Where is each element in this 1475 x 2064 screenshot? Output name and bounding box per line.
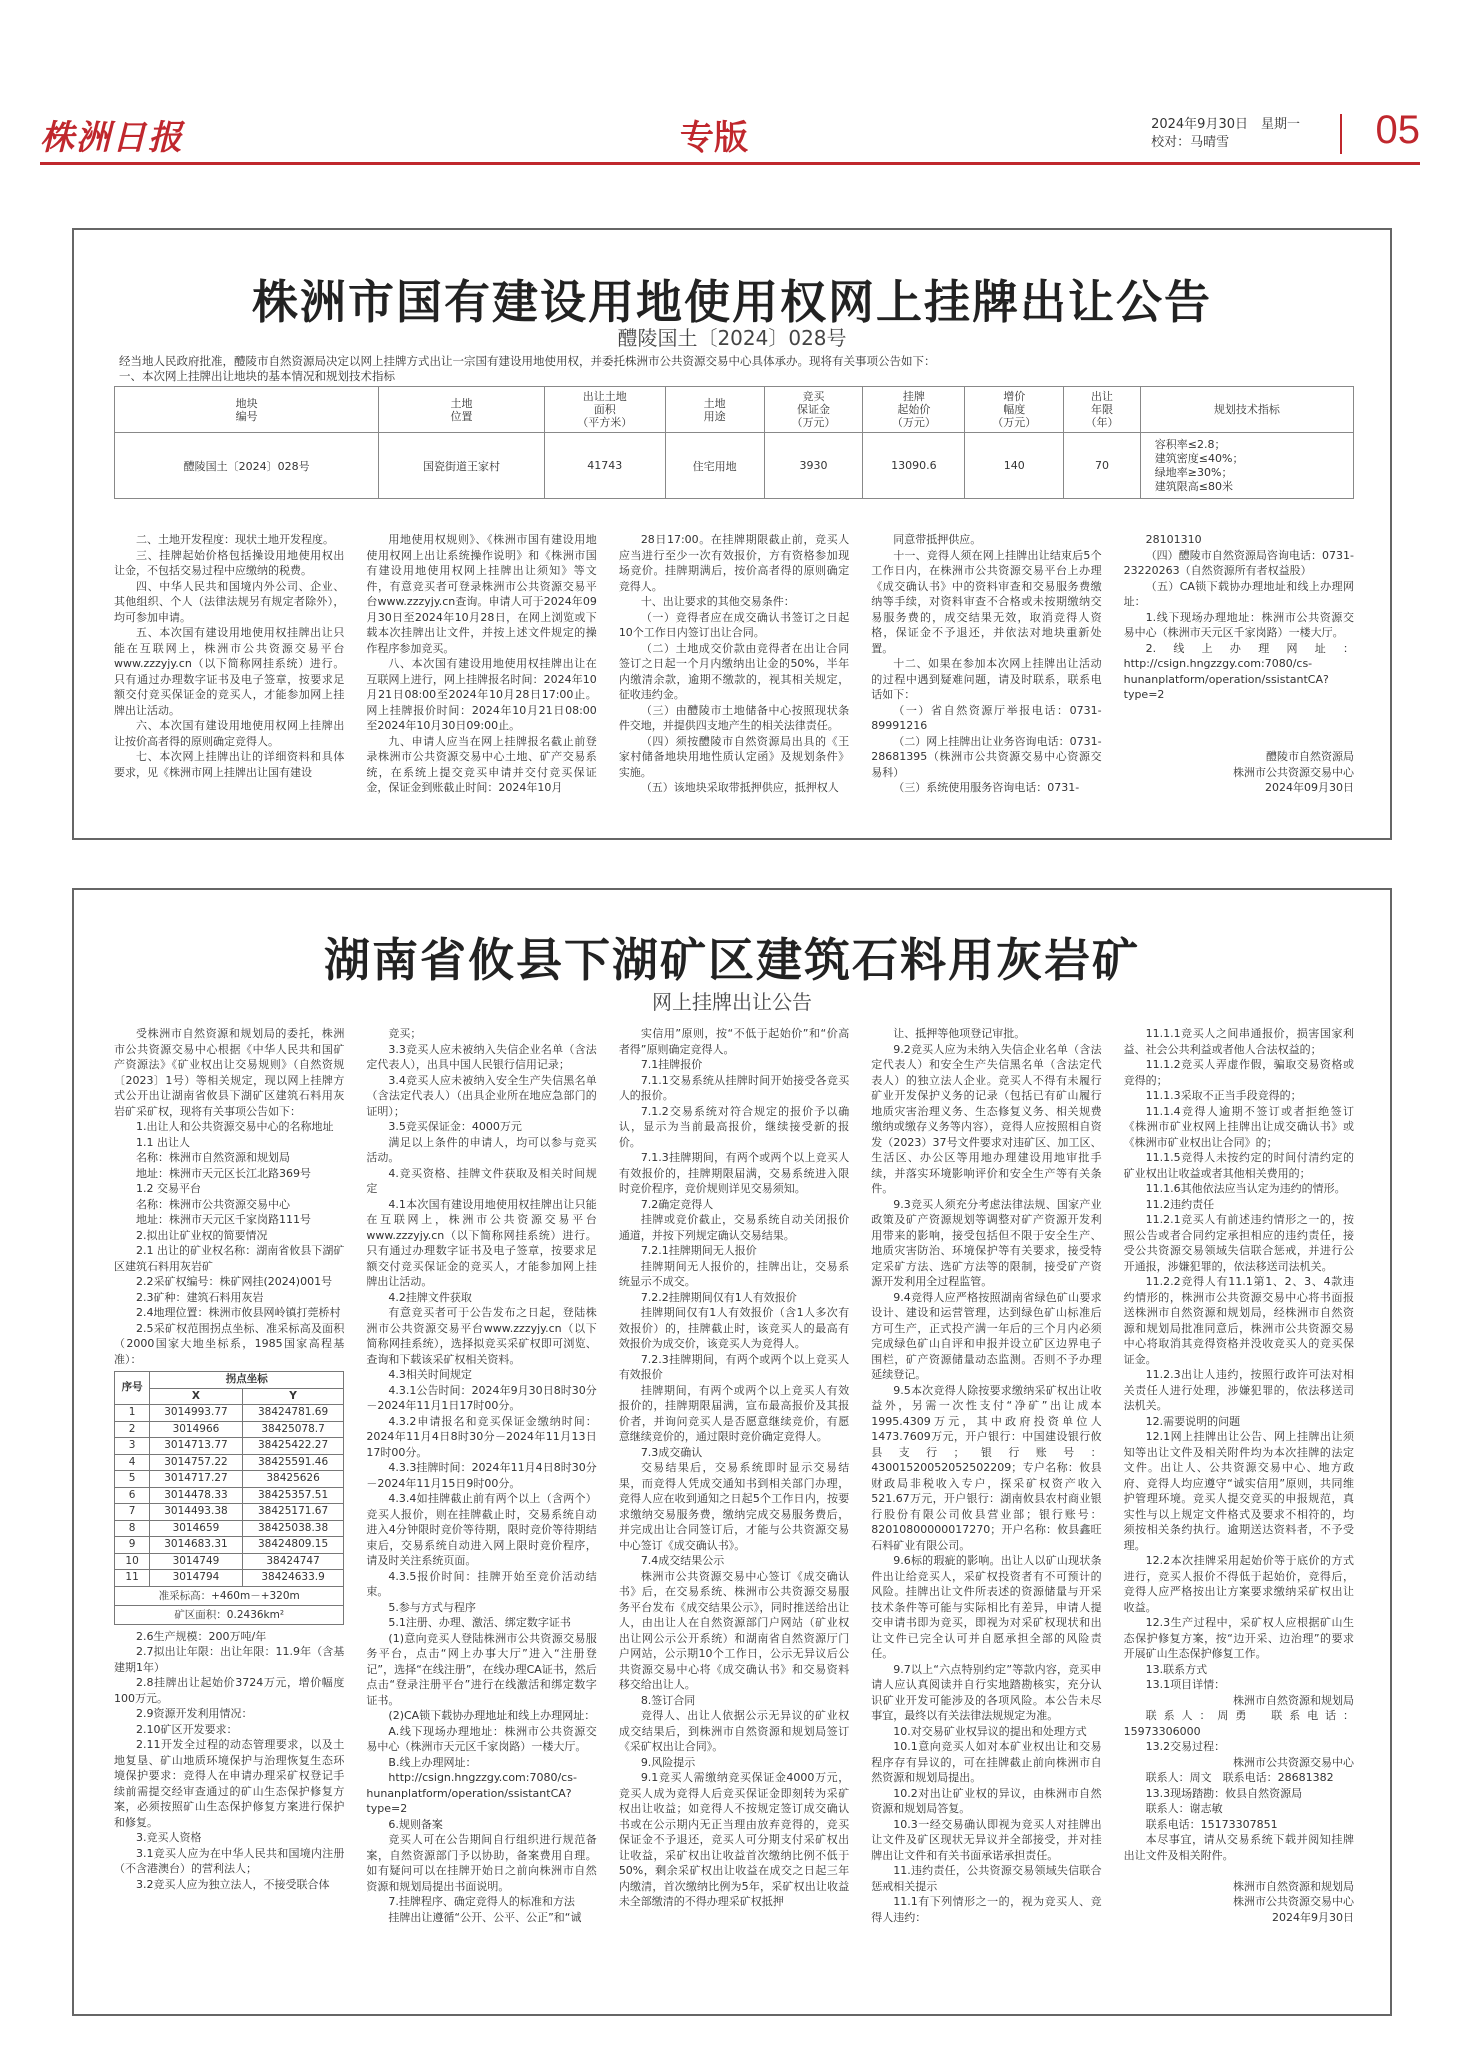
paragraph: 4.3.3挂牌时间：2024年11月4日8时30分－2024年11月15日9时00分。 <box>366 1461 597 1490</box>
paragraph: 9.3竞买人须充分考虑法律法规、国家产业政策及矿产资源规划等调整对矿产资源开发利用带来的影响，接受包括但不限于安全生产、地质灾害防治、环境保护等有关要求，接受特定采矿方法、选矿方法等的限制，接受矿产资源开发利用全过程监管。 <box>871 1197 1102 1288</box>
paragraph: 2.线上办理网址：http://csign.hngzzgy.com:7080/cs-hunanplatform/operation/ssistantCA?type=2 <box>1123 641 1355 701</box>
land-column-5 <box>1124 532 1354 832</box>
paragraph: 11.1.2竞买人弄虚作假，骗取交易资格或竞得的； <box>1123 1058 1355 1087</box>
coord-cell: 7 <box>115 1504 150 1521</box>
coord-cell: 38424809.15 <box>242 1537 344 1554</box>
coord-cell: 38425626 <box>242 1471 344 1488</box>
paragraph: 3.竞买人资格 <box>136 1831 202 1844</box>
parcel-area: 41743 <box>544 433 665 499</box>
issue-meta <box>1151 116 1300 152</box>
parcel-years: 70 <box>1064 433 1141 499</box>
paragraph: 5.1注册、办理、激活、绑定数字证书 <box>388 1616 571 1629</box>
land-column-1 <box>114 532 344 832</box>
paragraph: 联系人：谢志敏 <box>1145 1802 1223 1815</box>
paragraph: B.线上办理网址： <box>388 1755 477 1769</box>
coord-cell: 1 <box>115 1405 150 1422</box>
page-number: 05 <box>1375 108 1420 152</box>
paragraph: 同意带抵押供应。 <box>893 533 982 546</box>
paragraph: 4.3.2申请报名和竞买保证金缴纳时间：2024年11月4日8时30分－2024年11月13日17时00分。 <box>366 1414 597 1459</box>
paragraph: 九、申请人应当在网上挂牌报名截止前登录株洲市公共资源交易中心土地、矿产交易系统，在系统上提交竞买申请并交付竞买保证金，保证金到账截止时间：2024年10月 <box>366 734 597 794</box>
coord-cell: 11 <box>115 1570 150 1587</box>
paragraph: 1.1 出让人 <box>136 1135 190 1149</box>
land-announcement-body <box>114 532 1354 832</box>
paragraph: （二）网上挂牌出让业务咨询电话：0731-28681395（株洲市公共资源交易中心资源交易科） <box>871 734 1102 779</box>
land-table-row <box>115 433 1354 499</box>
paragraph: 28日17:00。在挂牌期限截止前，竞买人应当进行至少一次有效报价，方有资格参加现场竞价。挂牌期满后，按价高者得的原则确定竞得人。 <box>618 533 850 593</box>
coord-cell: 3014713.77 <box>150 1438 243 1455</box>
plan-indicator: 绿地率≥30%； <box>1154 465 1233 479</box>
paragraph: 7.2.1挂牌期间无人报价 <box>640 1244 757 1257</box>
table-row <box>115 1438 344 1455</box>
paragraph: 7.1.3挂牌期间，有两个或两个以上竞买人有效报价的，挂牌期限届满，交易系统进入限时竞价程序，竞价规则详见交易须知。 <box>618 1151 850 1195</box>
paragraph: 3.5竞买保证金：4000万元 <box>388 1120 522 1133</box>
paragraph: 11.1.3采取不正当手段竞得的； <box>1145 1089 1302 1102</box>
land-table-header-cell: 土地 位置 <box>379 387 544 433</box>
paragraph: 三、挂牌起始价格包括操设用地使用权出让金，不包括交易过程中应缴纳的税费。 <box>114 548 345 577</box>
coord-head-x: X <box>150 1388 243 1405</box>
land-announcement-title: 株洲市国有建设用地使用权网上挂牌出让公告 <box>252 275 1212 329</box>
table-row <box>115 1504 344 1521</box>
paragraph: 9.7以上“六点特别约定”等款内容，竞买申请人应认真阅读并自行实地踏勘核实，充分认识矿业开发可能涉及的各项风险。本公告未尽事宜，最终以有关法律法规规定为准。 <box>871 1662 1102 1722</box>
mine-column-2 <box>366 1026 596 2011</box>
paragraph: 株洲市公共资源交易中心 <box>1233 1755 1355 1769</box>
paragraph: 五、本次国有建设用地使用权挂牌出让只能在互联网上，株洲市公共资源交易平台www.zzzyjy.cn（以下简称网挂系统）进行。只有通过办理数字证书及电子签章，按要求足额交付竞买保证金的竞买人，才能参加网上挂牌出让活动。 <box>114 626 345 717</box>
paragraph: 2.2采矿权编号：株矿网挂(2024)001号 <box>136 1275 333 1288</box>
coord-cell: 3014478.33 <box>150 1487 243 1504</box>
coord-cell: 3014683.31 <box>150 1537 243 1554</box>
paragraph: 十一、竞得人须在网上挂牌出让结束后5个工作日内，在株洲市公共资源交易平台上办理《成交确认书》中的资料审查和交易服务费缴纳等手续，对资料审查不合格或未按期缴纳交易服务费的，成交结果无效，取消竞得人资格，保证金不予退还，并依法对地块重新处置。 <box>871 548 1102 655</box>
paragraph: 2.10矿区开发要求： <box>136 1722 238 1736</box>
coord-cell: 4 <box>115 1454 150 1471</box>
paragraph: 1.出让人和公共资源交易中心的名称地址 <box>136 1120 334 1133</box>
paragraph: 株洲市公共资源交易中心 <box>1233 765 1355 779</box>
paragraph: 10.对交易矿业权异议的提出和处理方式 <box>893 1724 1087 1738</box>
paragraph: 竞买； <box>388 1027 422 1040</box>
paragraph: 4.3.4如挂牌截止前有两个以上（含两个）竞买人报价，则在挂牌截止时，交易系统自动进入4分钟限时竞价等待期，限时竞价等待期结束后，交易系统自动进入网上限时竞价程序，请及时关注系统页面。 <box>366 1492 597 1567</box>
paragraph: 7.3成交确认 <box>640 1445 703 1459</box>
mine-column-1 <box>114 1026 344 2011</box>
paragraph: 7.2.2挂牌期间仅有1人有效报价 <box>640 1290 797 1304</box>
mine-column-4 <box>871 1026 1101 2011</box>
paragraph: 株洲市公共资源交易中心签订《成交确认书》后，在交易系统、株洲市公共资源交易服务平台发布《成交结果公示》，同时推送给出让人，由出让人在自然资源部门户网站（矿业权出让网公示公开系统）和湖南省自然资源厅门户网站，公示期10个工作日，公示无异议后公共资源交易中心将《成交确认书》和交易资料移交给出让人。 <box>618 1569 850 1691</box>
land-announcement-doc-no: 醴陵国土〔2024〕028号 <box>617 326 847 350</box>
table-row <box>115 1537 344 1554</box>
coord-cell: 3014659 <box>150 1520 243 1537</box>
paragraph: （三）由醴陵市土地储备中心按照现状条件交地，并提供四支地产生的相关法律责任。 <box>618 703 850 732</box>
coord-cell: 3014717.27 <box>150 1471 243 1488</box>
coord-area: 矿区面积：0.2436km² <box>114 1606 344 1625</box>
paragraph: 挂牌期间，有两个或两个以上竞买人有效报价的，挂牌期限届满，宣布最高报价及其报价者，并询问竞买人是否愿意继续竞价，有愿意继续竞价的，通过限时竞价确定竞得人。 <box>618 1383 850 1443</box>
paragraph: 本尽事宜，请从交易系统下载并阅知挂牌出让文件及相关附件。 <box>1123 1833 1355 1862</box>
mine-column-3 <box>619 1026 849 2011</box>
coord-cell: 10 <box>115 1553 150 1570</box>
coord-head-title: 拐点坐标 <box>150 1372 344 1389</box>
paragraph: 28101310 <box>1145 533 1202 546</box>
paragraph: 十二、如果在参加本次网上挂牌出让活动的过程中遇到疑难问题，请及时联系，联系电话如下： <box>871 657 1102 701</box>
paragraph: 2.4地理位置：株洲市攸县网岭镇打莞桥村 <box>136 1306 341 1319</box>
plan-indicator: 建筑密度≤40%； <box>1154 451 1244 465</box>
paragraph: 七、本次网上挂牌出让的详细资料和具体要求，见《株洲市网上挂牌出让国有建设 <box>114 750 345 779</box>
page-number-divider <box>1340 114 1342 154</box>
paragraph: 4.2挂牌文件获取 <box>388 1290 472 1304</box>
table-row <box>115 1553 344 1570</box>
paragraph: 11.1.5竞得人未按约定的时间付清约定的矿业权出让收益或者其他相关费用的； <box>1123 1151 1355 1180</box>
mine-announcement <box>72 888 1392 2016</box>
paragraph: 1.2 交易平台 <box>136 1182 201 1195</box>
paragraph: 实信用”原则，按“不低于起始价”和“价高者得”原则确定竞得人。 <box>618 1027 850 1056</box>
coord-cell: 3014757.22 <box>150 1454 243 1471</box>
coord-cell: 3014794 <box>150 1570 243 1587</box>
land-intro-section: 一、本次网上挂牌出让地块的基本情况和规划技术指标 <box>119 369 395 383</box>
paragraph: 4.1本次国有建设用地使用权挂牌出让只能在互联网上，株洲市公共资源交易平台www.zzzyjy.cn（以下简称网挂系统）进行。只有通过办理数字证书及电子签章，按要求足额交付竞买保证金的竞买人，才能参加网上挂牌出让活动。 <box>366 1197 597 1288</box>
paragraph: 10.2对出让矿业权的异议，由株洲市自然资源和规划局答复。 <box>871 1786 1102 1815</box>
parcel-start-price: 13090.6 <box>863 433 965 499</box>
coord-cell: 6 <box>115 1487 150 1504</box>
issue-date: 2024年9月30日 星期一 <box>1151 117 1300 132</box>
coord-elevation: 准采标高：+460m－+320m <box>114 1587 344 1606</box>
coord-cell: 3 <box>115 1438 150 1455</box>
table-row <box>115 1454 344 1471</box>
paragraph: 2.5采矿权范围拐点坐标、准采标高及面积（2000国家大地坐标系，1985国家高程基准）： <box>114 1321 345 1366</box>
parcel-id: 醴陵国土〔2024〕028号 <box>115 433 379 499</box>
land-table-header-cell: 出让 年限 （年） <box>1064 387 1141 433</box>
land-table-header-cell: 竞买 保证金 （万元） <box>764 387 863 433</box>
table-row <box>115 1570 344 1587</box>
parcel-deposit: 3930 <box>764 433 863 499</box>
paragraph: 2.3矿种：建筑石料用灰岩 <box>136 1290 264 1304</box>
parcel-location: 国瓷街道王家村 <box>379 433 544 499</box>
paragraph: 13.2交易过程： <box>1145 1740 1226 1753</box>
paragraph: 2024年9月30日 <box>1272 1910 1355 1924</box>
paragraph: (2)CA锁下载协办理地址和线上办理网址： <box>388 1709 596 1722</box>
paragraph: 4.3相关时间规定 <box>388 1368 472 1381</box>
paragraph: 挂牌或竞价截止，交易系统自动关闭报价通道，并按下列规定确认交易结果。 <box>618 1213 850 1242</box>
paragraph: （一）竞得者应在成交确认书签订之日起10个工作日内签订出让合同。 <box>618 610 850 639</box>
land-table-header-cell: 土地 用途 <box>665 387 764 433</box>
paragraph: （四）须按醴陵市自然资源局出具的《王家村储备地块用地性质认定函》及规划条件》实施。 <box>618 734 850 779</box>
parcel-increment: 140 <box>965 433 1064 499</box>
paragraph <box>1124 734 1354 750</box>
paragraph: （四）醴陵市自然资源局咨询电话：0731-23220263（自然资源所有者权益股） <box>1123 548 1355 577</box>
land-table-header-cell: 挂牌 起始价 （万元） <box>863 387 965 433</box>
paragraph: 8.签订合同 <box>640 1693 696 1707</box>
table-row <box>115 1520 344 1537</box>
paragraph: 地址：株洲市天元区千家岗路111号 <box>136 1213 311 1226</box>
table-row <box>115 1487 344 1504</box>
paragraph: 2024年09月30日 <box>1265 781 1355 794</box>
coord-cell: 3014966 <box>150 1421 243 1438</box>
paragraph: 9.4竞得人应严格按照湖南省绿色矿山要求设计、建设和运营管理，达到绿色矿山标准后方可生产，正式投产满一年后的三个月内必须完成绿色矿山自评和申报并设立矿区边界电子围栏，矿产资源储量动态监测。否则不予办理延续登记。 <box>871 1290 1102 1381</box>
paragraph: 二、土地开发程度：现状土地开发程度。 <box>136 533 334 546</box>
paragraph: 让、抵押等他项登记审批。 <box>893 1027 1026 1040</box>
paragraph: 7.挂牌程序、确定竞得人的标准和方法 <box>388 1895 575 1908</box>
masthead <box>40 110 1420 160</box>
paragraph: （五）该地块采取带抵押供应，抵押权人 <box>640 781 839 794</box>
paragraph: 挂牌期间仅有1人有效报价（含1人多次有效报价）的，挂牌截止时，该竞买人的最高有效报价为成交价，该竞买人为竞得人。 <box>618 1306 850 1350</box>
paragraph: 1.线下现场办理地址：株洲市公共资源交易中心（株洲市天元区千家岗路）一楼大厅。 <box>1123 610 1355 639</box>
paragraph: 3.1竞买人应为在中华人民共和国境内注册（不含港澳台）的营利法人； <box>114 1846 345 1875</box>
paragraph: 7.4成交结果公示 <box>640 1554 725 1567</box>
coord-cell: 38424633.9 <box>242 1570 344 1587</box>
paragraph: 4.竞买资格、挂牌文件获取及相关时间规定 <box>366 1166 597 1195</box>
paragraph: 10.1意向竞买人如对本矿业权出让和交易程序存有异议的，可在挂牌截止前向株洲市自然资源和规划局提出。 <box>871 1740 1102 1784</box>
paragraph: 9.5本次竞得人除按要求缴纳采矿权出让收益外，另需一次性支付“净矿”出让成本1995.4309万元，其中政府投资单位人1473.7609万元，开户银行：中国建设银行攸县支行；银行账号：43001520052052502209；专户名称：攸县财政局非税收入专户，探采矿权资产收入521.67万元，开户银行：湖南攸县农村商业银行股份有限公司攸县营业部；银行账号：82010800000017270；开户名称：攸县鑫旺石料矿业有限公司。 <box>871 1383 1102 1552</box>
paragraph: 挂牌期间无人报价的，挂牌出让，交易系统显示不成交。 <box>618 1259 850 1288</box>
paragraph: 12.3生产过程中，采矿权人应根据矿山生态保护修复方案，按“边开采、边治理”的要求开展矿山生态保护修复工作。 <box>1123 1616 1355 1660</box>
paragraph <box>1124 718 1354 734</box>
land-table-header-cell: 增价 幅度 （万元） <box>965 387 1064 433</box>
paragraph: 挂牌出让遵循“公开、公平、公正”和“诚 <box>388 1910 582 1924</box>
paragraph: 4.3.5报价时间：挂牌开始至竞价活动结束。 <box>366 1569 597 1598</box>
coord-head-no: 序号 <box>115 1372 150 1405</box>
paragraph: 十、出让要求的其他交易条件： <box>640 595 795 608</box>
paragraph: 7.2确定竞得人 <box>640 1197 714 1211</box>
paragraph: 2.11开发全过程的动态管理要求，以及土地复垦、矿山地质环境保护与治理恢复生态环境保护要求：竞得人在申请办理采矿权登记手续前需提交经审查通过的矿山生态保护修复方案，必须按照矿山生态保护修复方案进行保护和修复。 <box>114 1738 345 1829</box>
paragraph: 名称：株洲市自然资源和规划局 <box>136 1151 290 1164</box>
paragraph: (1)意向竞买人登陆株洲市公共资源交易服务平台，点击“网上办事大厅”进入“注册登记”，选择“在线注册”，在线办理CA证书，然后点击“登录注册平台”进行在线激活和绑定数字证书。 <box>366 1631 597 1707</box>
coord-cell: 3014749 <box>150 1553 243 1570</box>
paragraph: 11.1有下列情形之一的，视为竞买人、竞得人违约： <box>871 1895 1102 1924</box>
paragraph: 联系人：周勇 联系电话：15973306000 <box>1123 1709 1355 1738</box>
paragraph: 受株洲市自然资源和规划局的委托，株洲市公共资源交易中心根据《中华人民共和国矿产资源法》《矿业权出让交易规则》（自然资规〔2023〕1号）等相关规定，现以网上挂牌方式公开出让湖南省攸县下湖矿区建筑石料用灰岩矿采矿权，现将有关事项公告如下： <box>114 1027 345 1118</box>
paragraph: 八、本次国有建设用地使用权挂牌出让在互联网上进行，网上挂牌报名时间：2024年10月21日08:00至2024年10月28日17:00止。网上挂牌报价时间：2024年10月21日08:00至2024年10月30日09:00止。 <box>366 657 597 732</box>
paragraph: 13.联系方式 <box>1145 1662 1208 1676</box>
paragraph: 四、中华人民共和国境内外公司、企业、其他组织、个人（法律法规另有规定者除外），均可参加申请。 <box>114 579 345 624</box>
plan-indicator: 建筑限高≤80米 <box>1154 479 1233 493</box>
paragraph: （五）CA锁下载协办理地址和线上办理网址： <box>1123 579 1355 608</box>
header-rule <box>40 162 1420 165</box>
paragraph: 11.1.6其他依法应当认定为违约的情形。 <box>1145 1182 1346 1195</box>
coord-cell: 38425038.38 <box>242 1520 344 1537</box>
land-announcement <box>72 228 1392 840</box>
mine-announcement-body <box>114 1026 1354 2011</box>
coord-cell: 38425422.27 <box>242 1438 344 1455</box>
paragraph: 12.需要说明的问题 <box>1145 1414 1241 1428</box>
land-column-3 <box>619 532 849 832</box>
coord-cell: 38425591.46 <box>242 1454 344 1471</box>
coord-cell: 5 <box>115 1471 150 1488</box>
table-row <box>115 1471 344 1488</box>
paragraph: 13.1项目详情： <box>1145 1678 1226 1691</box>
paragraph: 7.1.2交易系统对符合规定的报价予以确认，显示为当前最高报价，继续接受新的报价。 <box>618 1104 850 1149</box>
paragraph: 9.2竞买人应为未纳入失信企业名单（含法定代表人）和安全生产失信黑名单（含法定代表人）的独立法人企业。竞买人不得有未履行矿业开发保护义务的记录（包括已有矿山履行地质灾害治理义务、生态修复义务、相关规费缴纳或缴存义务等内容），竞得人应按照相自资发（2023）37号文件要求对违矿区、加工区、生活区、办公区等用地办理建设用地审批手续，并落实环境影响评价和安全生产等有关条件。 <box>871 1042 1102 1195</box>
land-column-4 <box>871 532 1101 832</box>
paragraph: 3.3竞买人应未被纳入失信企业名单（含法定代表人），出具中国人民银行信用记录； <box>366 1042 597 1071</box>
paragraph: 3.2竞买人应为独立法人，不接受联合体 <box>136 1877 330 1891</box>
paragraph: 11.1.4竞得人逾期不签订或者拒绝签订《株洲市矿业权网上挂牌出让成交确认书》或《株洲市矿业权出让合同》的； <box>1123 1104 1355 1149</box>
paragraph: 3.4竞买人应未被纳入安全生产失信黑名单（含法定代表人）（出具企业所在地应急部门的证明）； <box>366 1073 597 1118</box>
parcel-plan-indicators <box>1140 433 1353 499</box>
coord-cell: 3014993.77 <box>150 1405 243 1422</box>
table-row <box>115 1421 344 1438</box>
paragraph: 9.风险提示 <box>640 1755 696 1769</box>
plan-indicator: 容积率≤2.8； <box>1154 437 1226 451</box>
paragraph: 2.拟出让矿业权的简要情况 <box>136 1228 268 1242</box>
paragraph: 地址：株洲市天元区长江北路369号 <box>136 1166 311 1180</box>
coord-cell: 38424747 <box>242 1553 344 1570</box>
land-table-header-row <box>115 387 1354 433</box>
coordinates-table <box>114 1371 344 1587</box>
paragraph: 2.1 出让的矿业权名称：湖南省攸县下湖矿区建筑石料用灰岩矿 <box>114 1244 345 1273</box>
coord-cell: 38425078.7 <box>242 1421 344 1438</box>
paragraph: 5.参与方式与程序 <box>388 1600 476 1614</box>
paragraph: 2.9资源开发利用情况： <box>136 1707 253 1720</box>
land-table-header-cell: 出让土地 面积 （平方米） <box>544 387 665 433</box>
paragraph: 9.1竞买人需缴纳竞买保证金4000万元，竞买人成为竞得人后竞买保证金即刻转为采矿权出让收益；如竞得人不按规定签订成交确认书或在公示期内无正当理由放弃竞得的，竞买保证金不予退还，竞买人可分期支付采矿权出让收益，采矿权出让收益首次缴纳比例不低于50%，剩余采矿权出让收益在成交之日起三年内缴清，首次缴纳比例为5年，采矿权出让收益未全部缴清的不得办理采矿权抵押 <box>618 1771 850 1908</box>
paragraph: 竞买人可在公告期间自行组织进行规范备案，自然资源部门予以协助，备案费用自理。如有疑问可以在挂牌开始日之前向株洲市自然资源和规划局提出书面说明。 <box>366 1833 597 1893</box>
land-table-header-cell: 规划技术指标 <box>1140 387 1353 433</box>
paragraph: 株洲市公共资源交易中心 <box>1233 1895 1355 1908</box>
paragraph: 11.违约责任，公共资源交易领域失信联合惩戒相关提示 <box>871 1864 1102 1893</box>
section-title: 专版 <box>680 118 748 158</box>
paragraph <box>1124 703 1354 719</box>
newspaper-logo: 株洲日报 <box>40 118 184 158</box>
paragraph: 满足以上条件的申请人，均可以参与竞买活动。 <box>366 1135 597 1164</box>
paragraph: 用地使用权规则》、《株洲市国有建设用地使用权网上出让系统操作说明》和《株洲市国有建设用地使用权网上挂牌出让须知》等文件，有意竞买者可登录株洲市公共资源交易平台www.zzzyjy.cn查询。申请人可于2024年09月30日至2024年10月28日，在网上浏览或下载本次挂牌出让文件，并按上述文件规定的操作程序参加竞买。 <box>366 533 597 655</box>
coord-cell: 3014493.38 <box>150 1504 243 1521</box>
coord-cell: 8 <box>115 1520 150 1537</box>
paragraph: 11.1.1竞买人之间串通报价，损害国家利益、社会公共利益或者他人合法权益的； <box>1123 1027 1355 1056</box>
paragraph: 4.3.1公告时间：2024年9月30日8时30分－2024年11月1日17时00分。 <box>366 1383 597 1412</box>
paragraph: （二）土地成交价款由竞得者在出让合同签订之日起一个月内缴纳出让金的50%，半年内缴清余款，逾期不缴款的，视其相关规定，征收违约金。 <box>618 641 850 701</box>
paragraph: 7.1挂牌报价 <box>640 1058 703 1071</box>
table-row <box>115 1405 344 1422</box>
paragraph: 2.6生产规模：200万吨/年 <box>136 1629 267 1643</box>
paragraph: 有意竞买者可于公告发布之日起，登陆株洲市公共资源交易平台www.zzzyjy.cn（以下简称网挂系统），选择拟竞买采矿权即可浏览、查询和下载该采矿权相关资料。 <box>366 1306 597 1366</box>
land-parcel-table <box>114 386 1354 499</box>
paragraph: 2.8挂牌出让起始价3724万元，增价幅度100万元。 <box>114 1676 345 1705</box>
paragraph: 名称：株洲市公共资源交易中心 <box>136 1197 290 1211</box>
paragraph: 12.2本次挂牌采用起始价等于底价的方式进行，竞买人报价不得低于起始价，竞得后，竞得人应严格按出让方案要求缴纳采矿权出让收益。 <box>1123 1554 1355 1614</box>
paragraph: A.线下现场办理地址：株洲市公共资源交易中心（株洲市天元区千家岗路）一楼大厅。 <box>366 1724 597 1753</box>
paragraph: 株洲市自然资源和规划局 <box>1233 1693 1355 1707</box>
paragraph: 联系人：周文 联系电话：28681382 <box>1145 1771 1334 1784</box>
paragraph: 11.2.1竞买人有前述违约情形之一的，按照公告或者合同约定承担相应的违约责任，接受公共资源交易领域失信联合惩戒，并进行公开通报，涉嫌犯罪的，依法移送司法机关。 <box>1123 1213 1355 1273</box>
paragraph: 交易结果后，交易系统即时显示交易结果，而竞得人凭成交通知书到相关部门办理，竞得人应在收到通知之日起5个工作日内，按要求缴纳交易服务费，缴纳完成交易服务费后，并完成出让合同签订后，才能与公共资源交易中心签订《成交确认书》。 <box>618 1461 850 1552</box>
paragraph: 13.3现场踏勘：攸县自然资源局 <box>1145 1786 1303 1800</box>
coord-cell: 9 <box>115 1537 150 1554</box>
paragraph: 11.2.2竞得人有11.1第1、2、3、4款违约情形的，株洲市公共资源交易中心将书面报送株洲市自然资源和规划局，经株洲市自然资源和规划局批准同意后，株洲市公共资源交易中心将取消其竞得资格并没收竞买人的竞买保证金。 <box>1123 1275 1355 1366</box>
land-table-header-cell: 地块 编号 <box>115 387 379 433</box>
paragraph: 11.2.3出让人违约，按照行政许可法对相关责任人进行处理，涉嫌犯罪的，依法移送司法机关。 <box>1123 1368 1355 1412</box>
coord-head-y: Y <box>242 1388 344 1405</box>
mine-announcement-subtitle: 网上挂牌出让公告 <box>652 990 812 1014</box>
paragraph: 7.1.1交易系统从挂牌时间开始接受各竞买人的报价。 <box>618 1073 850 1102</box>
paragraph: 6.规则备案 <box>388 1817 443 1831</box>
proofreader: 校对：马晴雪 <box>1151 135 1230 150</box>
parcel-use: 住宅用地 <box>665 433 764 499</box>
paragraph: 竞得人、出让人依据公示无异议的矿业权成交结果后，到株洲市自然资源和规划局签订《采矿权出让合同》。 <box>618 1709 850 1753</box>
paragraph: （一）省自然资源厅举报电话：0731-89991216 <box>871 703 1102 732</box>
coord-cell: 38425171.67 <box>242 1504 344 1521</box>
paragraph: 联系电话：15173307851 <box>1145 1817 1278 1831</box>
paragraph <box>1124 1863 1354 1879</box>
paragraph: 2.7拟出让年限：出让年限：11.9年（含基建期1年） <box>114 1645 345 1674</box>
coord-cell: 2 <box>115 1421 150 1438</box>
paragraph: 10.3一经交易确认即视为竞买人对挂牌出让文件及矿区现状无异议并全部接受，并对挂牌出让文件和有关书面承诺承担责任。 <box>871 1817 1102 1862</box>
paragraph: 醴陵市自然资源局 <box>1266 750 1355 763</box>
paragraph: http://csign.hngzzgy.com:7080/cs-hunanplatform/operation/ssistantCA?type=2 <box>366 1771 577 1815</box>
paragraph: 株洲市自然资源和规划局 <box>1233 1879 1355 1893</box>
land-column-2 <box>366 532 596 832</box>
mine-column-5 <box>1124 1026 1354 2011</box>
paragraph: 9.6标的瑕疵的影响。出让人以矿山现状条件出让给竞买人，采矿权投资者有不可预计的风险。挂牌出让文件所表述的资源储量与开采技术条件等可能与实际相比有差异，申请人提交申请书即为竞买，即视为对采矿权现状和出让文件已完全认可并自愿承担全部的风险责任。 <box>871 1554 1102 1660</box>
paragraph: 12.1网上挂牌出让公告、网上挂牌出让须知等出让文件及相关附件均为本次挂牌的法定文件。出让人、公共资源交易中心、地方政府、竞得人均应遵守“诚实信用”原则，共同维护管理环境。竞买人提交竞买的申报规范，真实性与以上规定文件格式及要求不相符的，均须按相关条约执行。逾期送达资料者，不予受理。 <box>1123 1430 1355 1552</box>
coord-cell: 38425357.51 <box>242 1487 344 1504</box>
mine-announcement-title: 湖南省攸县下湖矿区建筑石料用灰岩矿 <box>324 933 1140 987</box>
land-intro: 经当地人民政府批准，醴陵市自然资源局决定以网上挂牌方式出让一宗国有建设用地使用权，并委托株洲市公共资源交易中心具体承办。现将有关事项公告如下： <box>119 354 936 368</box>
paragraph: 7.2.3挂牌期间，有两个或两个以上竞买人有效报价 <box>618 1352 850 1381</box>
coord-cell: 38424781.69 <box>242 1405 344 1422</box>
paragraph: 六、本次国有建设用地使用权网上挂牌出让按价高者得的原则确定竞得人。 <box>114 719 345 748</box>
paragraph: （三）系统使用服务咨询电话：0731- <box>893 781 1080 794</box>
paragraph: 11.2违约责任 <box>1145 1197 1215 1211</box>
